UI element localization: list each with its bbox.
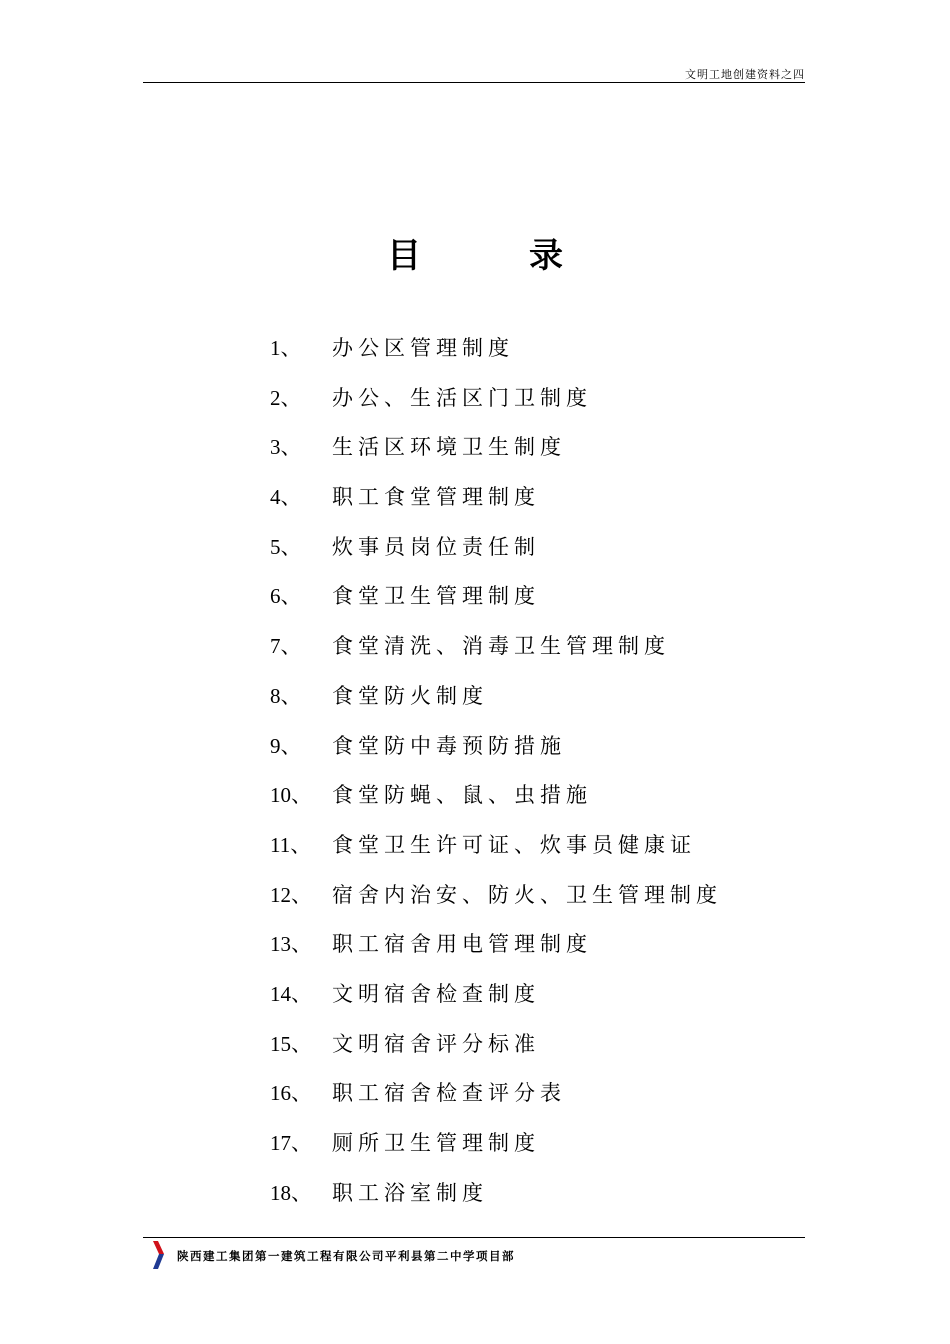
toc-item[interactable] xyxy=(270,1028,722,1078)
toc-item[interactable] xyxy=(270,531,722,581)
toc-item-label: 生活区环境卫生制度 xyxy=(332,435,566,460)
toc-item[interactable] xyxy=(270,382,722,432)
toc-item[interactable] xyxy=(270,779,722,829)
toc-item-number: 2、 xyxy=(270,385,302,410)
toc-item-number: 8、 xyxy=(270,683,302,708)
table-of-contents xyxy=(270,332,722,1226)
toc-item-label: 食堂防火制度 xyxy=(332,683,488,708)
toc-item-label: 炊事员岗位责任制 xyxy=(332,534,540,559)
toc-item-label: 文明宿舍评分标准 xyxy=(332,1031,540,1056)
footer-company-name: 陕西建工集团第一建筑工程有限公司平利县第二中学项目部 xyxy=(177,1249,515,1263)
page-title-char-2: 录 xyxy=(529,236,563,276)
toc-item-number: 9、 xyxy=(270,733,302,758)
toc-item-label: 食堂防中毒预防措施 xyxy=(332,733,566,758)
toc-item-number: 18、 xyxy=(270,1180,312,1205)
toc-item[interactable] xyxy=(270,1077,722,1127)
toc-item[interactable] xyxy=(270,332,722,382)
toc-item-number: 15、 xyxy=(270,1031,312,1056)
toc-item[interactable] xyxy=(270,879,722,929)
header-title: 文明工地创建资料之四 xyxy=(685,68,805,81)
toc-item-label: 食堂卫生许可证、炊事员健康证 xyxy=(332,832,696,857)
toc-item-label: 职工浴室制度 xyxy=(332,1180,488,1205)
toc-item[interactable] xyxy=(270,829,722,879)
toc-item-label: 食堂卫生管理制度 xyxy=(332,584,540,609)
toc-item-label: 食堂防蝇、鼠、虫措施 xyxy=(332,783,592,808)
toc-item-label: 办公、生活区门卫制度 xyxy=(332,385,592,410)
toc-item-label: 职工宿舍检查评分表 xyxy=(332,1081,566,1106)
toc-item-label: 宿舍内治安、防火、卫生管理制度 xyxy=(332,882,722,907)
toc-item-number: 16、 xyxy=(270,1081,312,1106)
header-divider xyxy=(143,82,805,83)
toc-item[interactable] xyxy=(270,730,722,780)
toc-item-number: 17、 xyxy=(270,1131,312,1155)
toc-item[interactable] xyxy=(270,978,722,1028)
toc-item-number: 14、 xyxy=(270,981,312,1006)
toc-item[interactable] xyxy=(270,928,722,978)
toc-item-number: 11、 xyxy=(270,832,312,857)
toc-item-label: 职工食堂管理制度 xyxy=(332,485,540,510)
page-title xyxy=(0,228,950,277)
toc-item[interactable] xyxy=(270,431,722,481)
toc-item-label: 厕所卫生管理制度 xyxy=(332,1131,540,1155)
toc-item-label: 办公区管理制度 xyxy=(332,336,514,360)
toc-item-number: 12、 xyxy=(270,882,312,907)
page-title-char-1: 目 xyxy=(387,236,421,276)
company-logo-icon xyxy=(151,1241,165,1269)
footer-divider xyxy=(143,1237,805,1238)
toc-item-label: 食堂清洗、消毒卫生管理制度 xyxy=(332,634,670,659)
toc-item[interactable] xyxy=(270,481,722,531)
toc-item-number: 13、 xyxy=(270,932,312,957)
toc-item[interactable] xyxy=(270,580,722,630)
toc-item[interactable] xyxy=(270,1127,722,1177)
toc-item-label: 文明宿舍检查制度 xyxy=(332,981,540,1006)
toc-item-number: 6、 xyxy=(270,584,302,609)
toc-item-label: 职工宿舍用电管理制度 xyxy=(332,932,592,957)
toc-item[interactable] xyxy=(270,630,722,680)
toc-item-number: 3、 xyxy=(270,435,302,460)
toc-item-number: 10、 xyxy=(270,783,312,808)
toc-item-number: 7、 xyxy=(270,634,302,659)
toc-item[interactable] xyxy=(270,680,722,730)
toc-item-number: 4、 xyxy=(270,485,302,510)
toc-item-number: 5、 xyxy=(270,534,302,559)
toc-item-number: 1、 xyxy=(270,336,302,360)
toc-item[interactable] xyxy=(270,1177,722,1227)
